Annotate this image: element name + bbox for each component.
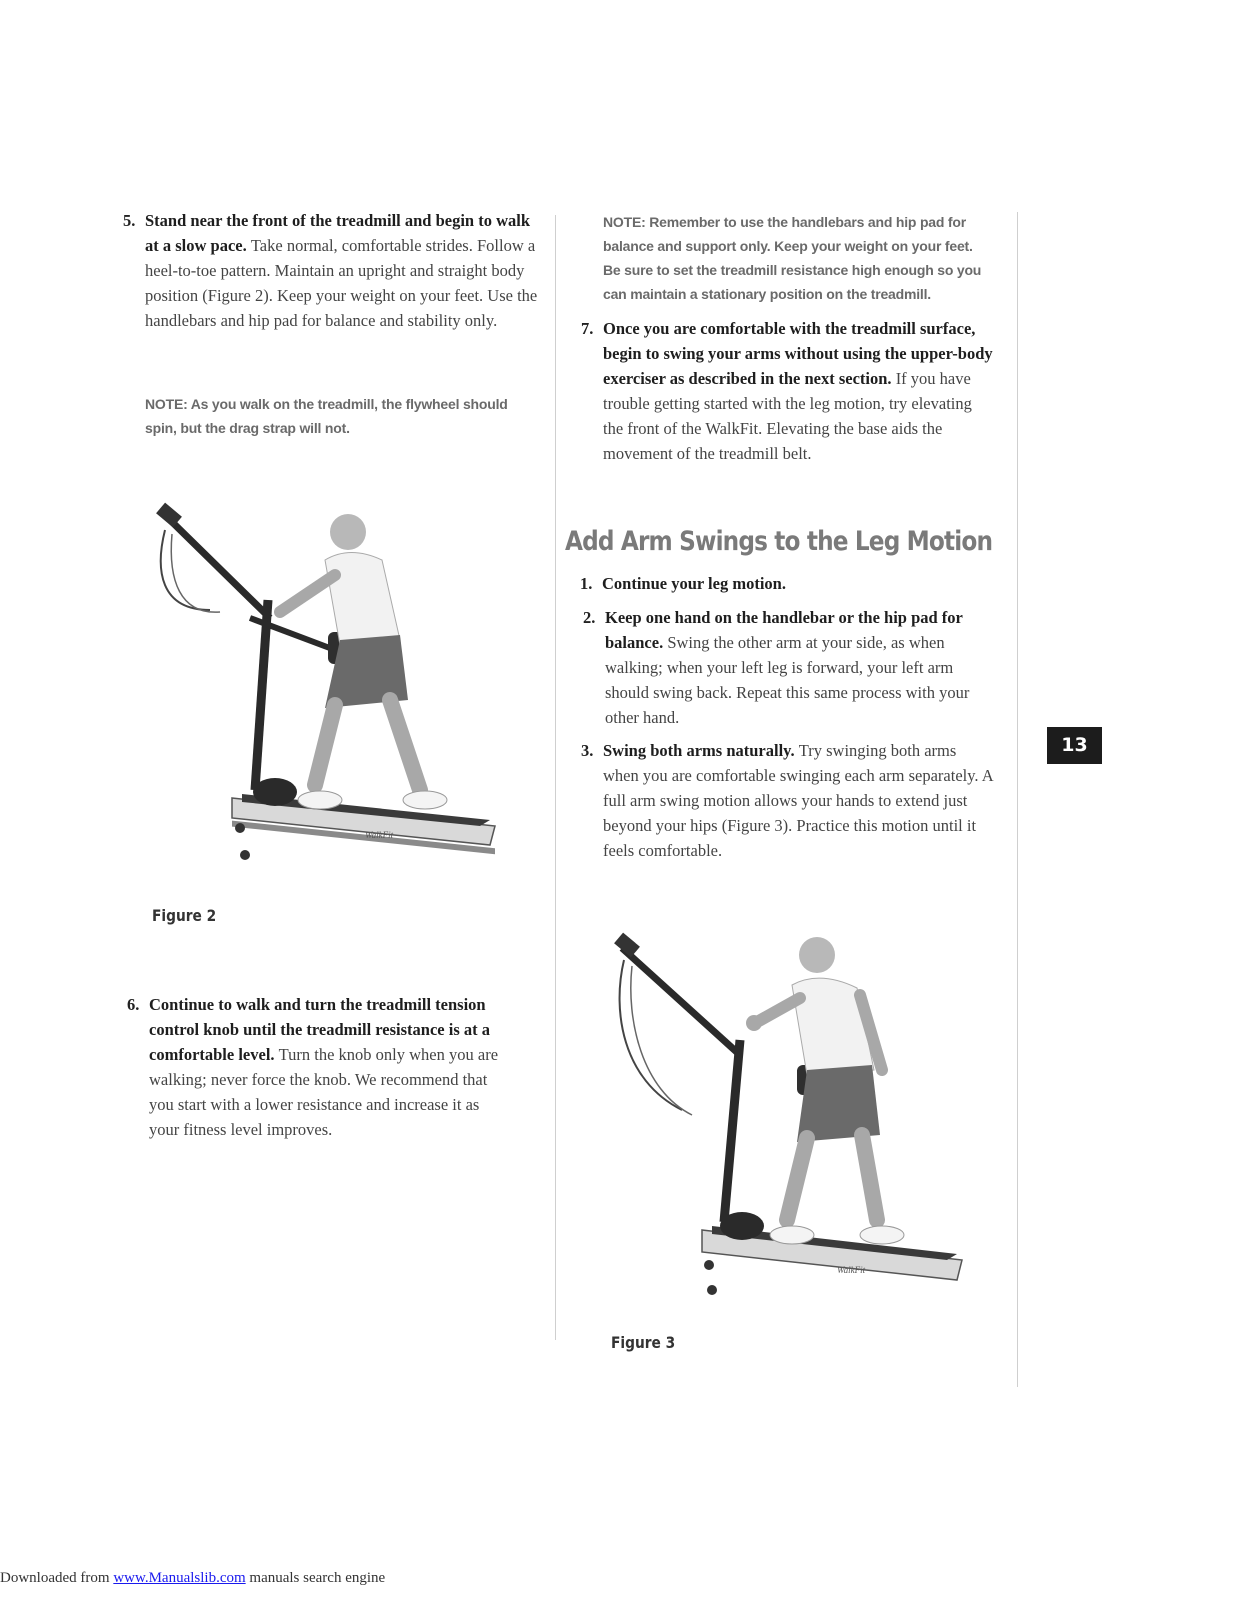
step-body: Swing the other arm at your side, as when walking; when your left leg is forward, your left arm should swing back. Repeat this same process with your other hand. <box>605 633 970 727</box>
step-body: If you have trouble getting started with the leg motion, try elevating the front of the WalkFit. Elevating the base aids the movement of the treadmill belt. <box>603 369 972 463</box>
figure-2-caption: Figure 2 <box>152 906 217 925</box>
footer-prefix: Downloaded from <box>0 1570 114 1586</box>
column-divider <box>555 215 556 1340</box>
step-body: Take normal, comfortable strides. Follow a heel-to-toe pattern. Maintain an upright and straight body position (Figure 2). Keep your weight on your feet. Use the handlebars and hip pad for balance and stability only. <box>145 236 538 330</box>
step-number: 6. <box>127 995 140 1014</box>
figure-3-caption: Figure 3 <box>611 1333 676 1352</box>
step-6 <box>127 992 509 1142</box>
step-number: 1. <box>580 574 593 593</box>
arm-step-3 <box>581 738 995 863</box>
step-number: 3. <box>581 741 594 760</box>
step-number: 7. <box>581 319 594 338</box>
right-margin-rule <box>1017 212 1018 1387</box>
step-7 <box>581 316 995 466</box>
figure-2-image <box>150 500 500 870</box>
step-lead: Swing both arms naturally. <box>603 741 799 760</box>
figure-3-image <box>612 930 967 1300</box>
walkfit-label: WalkFit <box>365 830 394 840</box>
step-lead: Stand near the front of the treadmill and begin to walk at a slow pace. <box>145 211 531 255</box>
step-lead: Keep one hand on the handlebar or the hip pad for balance. <box>605 608 963 652</box>
step-lead: Continue to walk and turn the treadmill tension control knob until the treadmill resistance is at a comfortable level. <box>149 995 491 1064</box>
download-footer <box>0 1570 385 1587</box>
note-handlebars: NOTE: Remember to use the handlebars and hip pad for balance and support only. Keep your weight on your feet. Be sure to set the treadmill resistance high enough so you can maintain a stationary position on the treadmill. <box>603 214 982 302</box>
step-body: Try swinging both arms when you are comfortable swinging each arm separately. A full arm swing motion allows your hands to extend just beyond your hips (Figure 3). Practice this motion until it feels comfortable. <box>603 741 993 860</box>
step-lead: Continue your leg motion. <box>602 574 786 593</box>
walkfit-label: WalkFit <box>837 1265 866 1275</box>
page-number-tab: 13 <box>1047 727 1102 764</box>
footer-suffix: manuals search engine <box>245 1570 386 1586</box>
arm-step-1 <box>580 571 994 596</box>
step-number: 2. <box>583 608 596 627</box>
step-body: Turn the knob only when you are walking; never force the knob. We recommend that you start with a lower resistance and increase it as your fitness level improves. <box>149 1045 499 1139</box>
section-heading: Add Arm Swings to the Leg Motion <box>565 526 993 557</box>
arm-step-2 <box>583 605 997 730</box>
manualslib-link[interactable]: www.Manualslib.com <box>113 1570 246 1586</box>
step-number: 5. <box>123 211 136 230</box>
note-flywheel: NOTE: As you walk on the treadmill, the flywheel should spin, but the drag strap will not. <box>145 396 508 436</box>
step-lead: Once you are comfortable with the treadmill surface, begin to swing your arms without using the upper-body exerciser as described in the next section. <box>603 319 993 388</box>
step-5 <box>123 208 540 333</box>
